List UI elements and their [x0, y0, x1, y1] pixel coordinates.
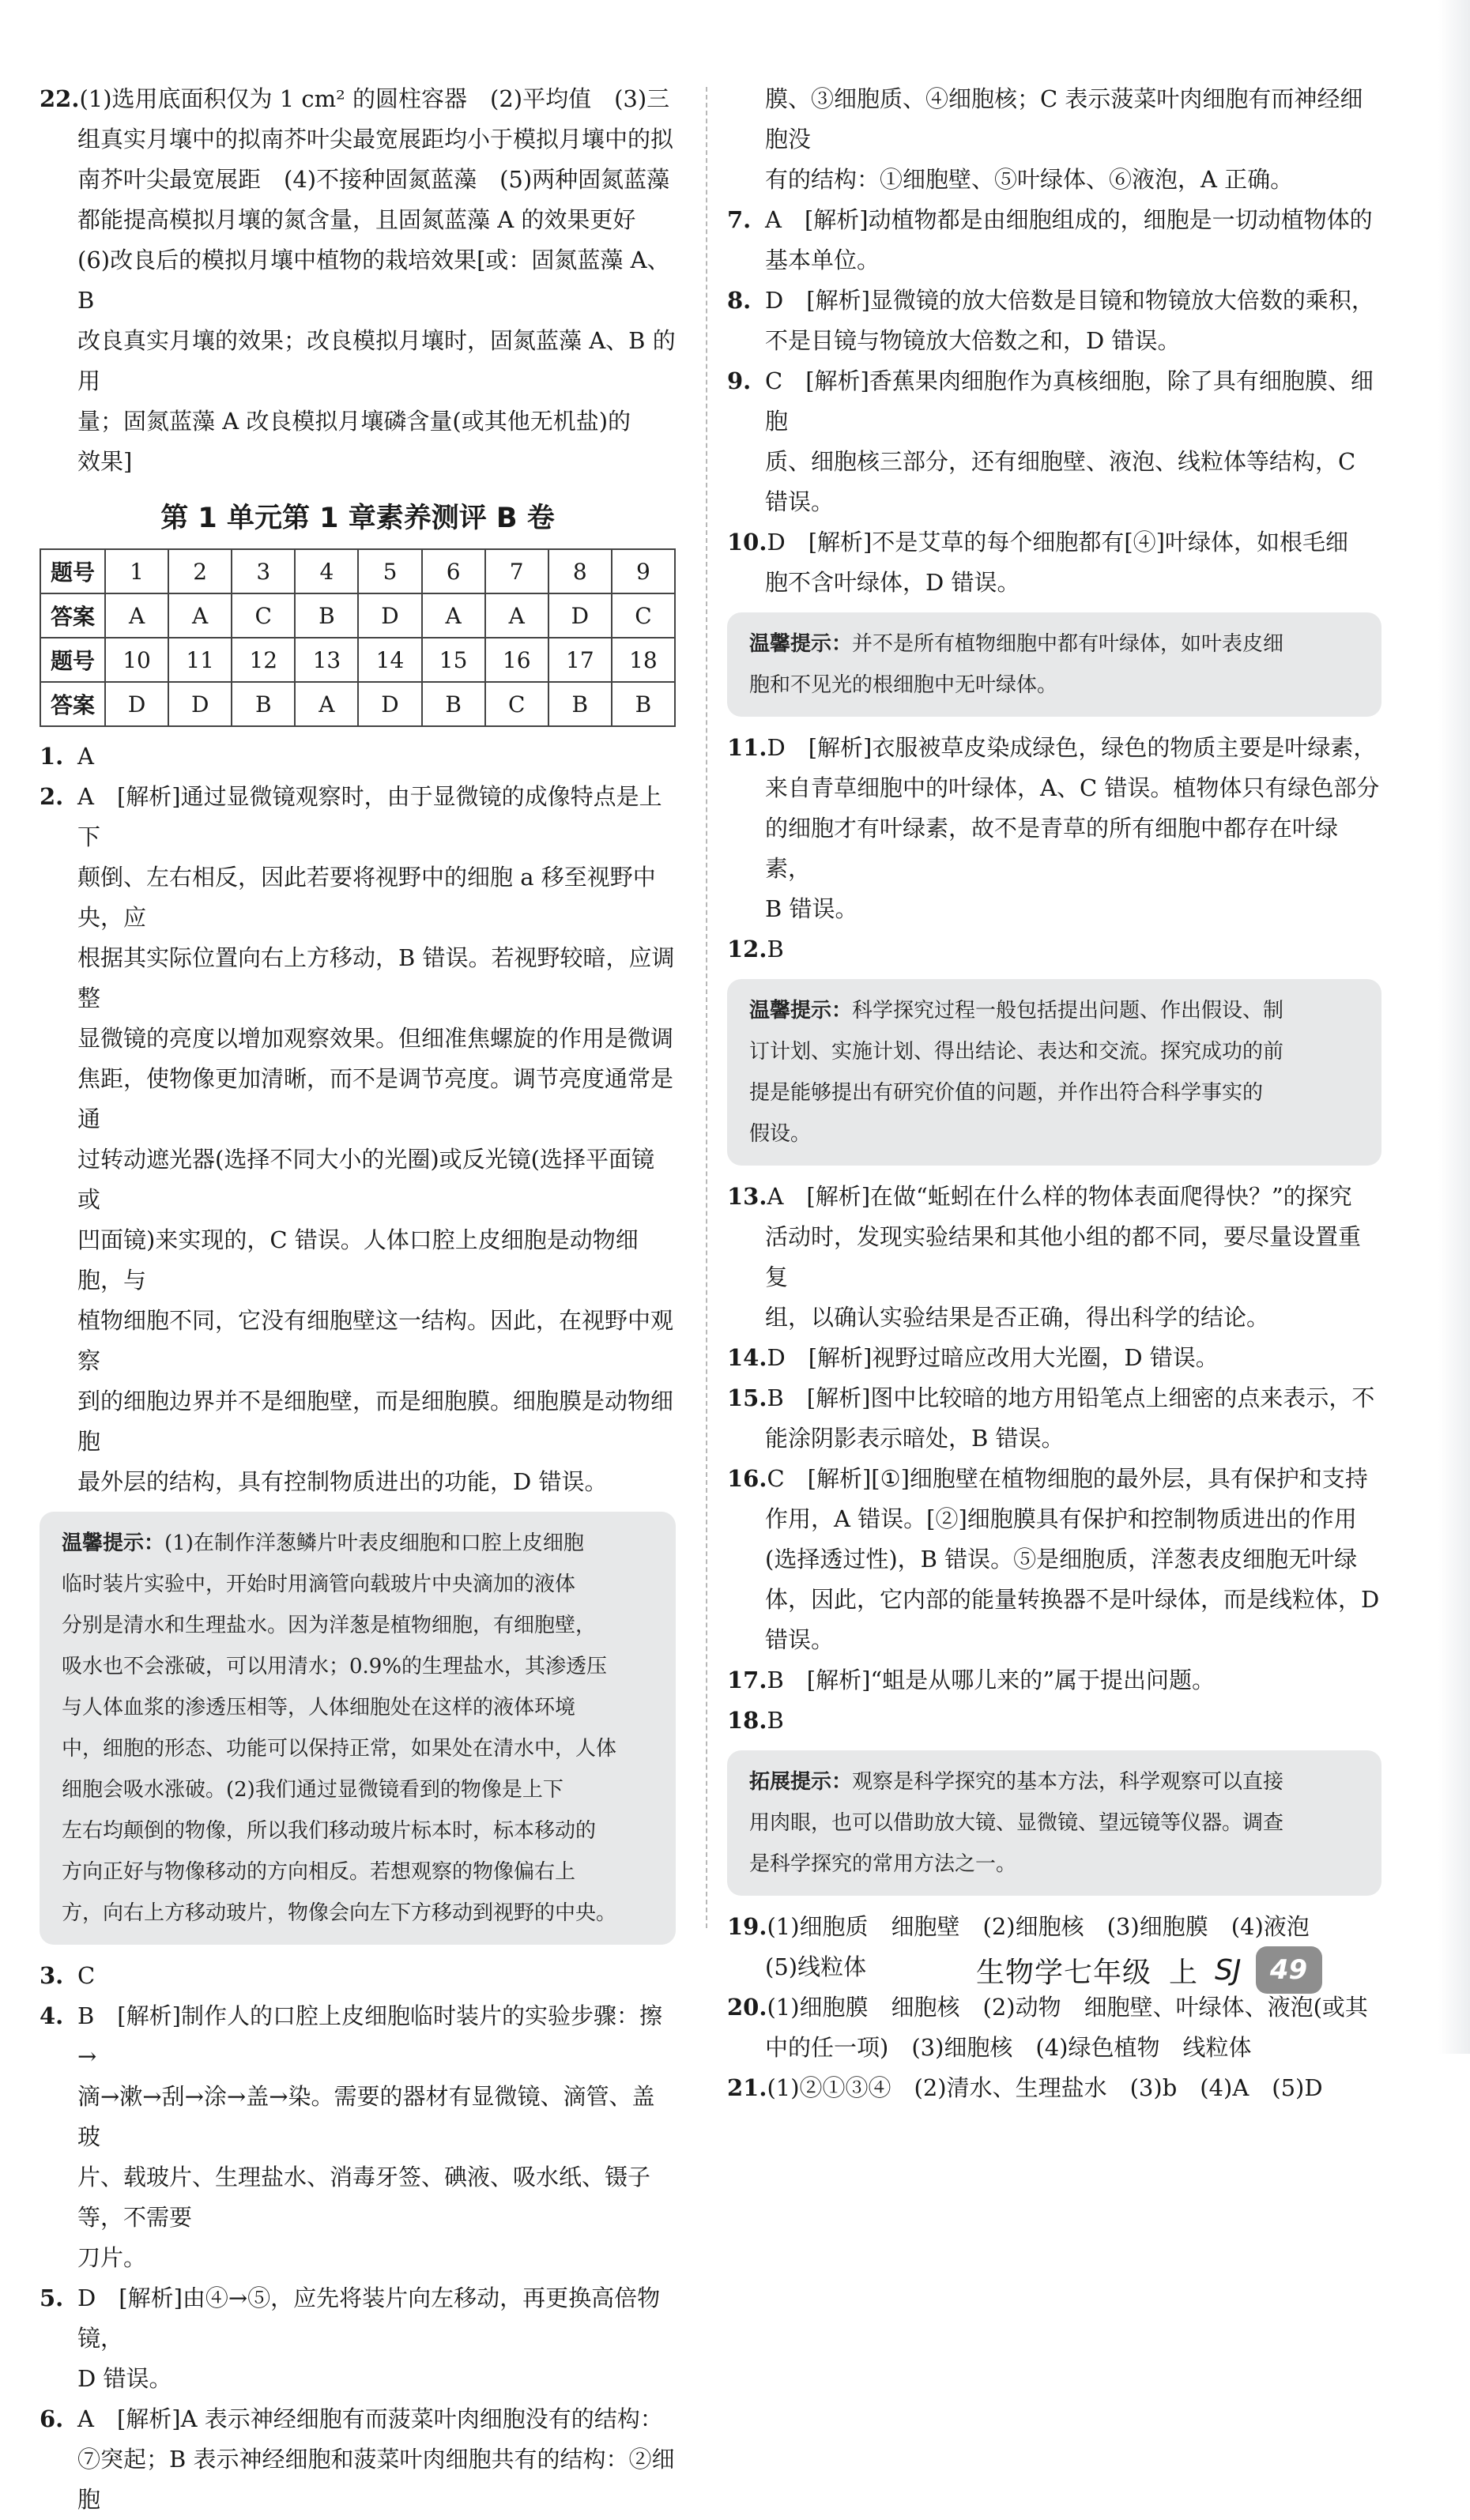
table-cell: 3 — [232, 549, 295, 593]
answer-line: (6)改良后的模拟月壤中植物的栽培效果[或：固氮蓝藻 A、B — [77, 247, 670, 314]
answer-number: 3. — [40, 1962, 64, 1989]
answer-number: 1. — [40, 743, 64, 770]
answer-1 — [40, 736, 676, 777]
answer-line: 组真实月壤中的拟南芥叶尖最宽展距均小于模拟月壤中的拟 — [77, 126, 674, 153]
answer-line: 根据其实际位置向右上方移动，B 错误。若视野较暗，应调整 — [77, 944, 675, 1011]
answer-line: 片、载玻片、生理盐水、消毒牙签、碘液、吸水纸、镊子等，不需要 — [77, 2164, 651, 2231]
answer-number: 12. — [727, 936, 767, 962]
left-column — [40, 79, 676, 2520]
tip-line: 方向正好与物像移动的方向相反。若想观察的物像偏右上 — [62, 1860, 576, 1884]
table-cell: 8 — [548, 549, 612, 593]
answer-line: (选择透过性)，B 错误。⑤是细胞质，洋葱表皮细胞无叶绿 — [765, 1546, 1358, 1573]
answer-number: 22. — [40, 85, 80, 112]
answer-line: 效果] — [77, 448, 133, 475]
table-header-cell: 答案 — [40, 682, 105, 726]
section-title: 第 1 单元第 1 章素养测评 B 卷 — [160, 503, 555, 534]
table-header-cell: 题号 — [40, 638, 105, 682]
table-row — [40, 638, 675, 682]
answer-line: (5)线粒体 — [765, 1953, 867, 1980]
answer-line: 焦距，使物像更加清晰，而不是调节亮度。调节亮度通常是通 — [77, 1065, 674, 1132]
table-cell: C — [232, 593, 295, 638]
answer-text: B — [767, 1707, 784, 1734]
table-cell: A — [422, 593, 485, 638]
answer-text: A [解析]A 表示神经细胞有而菠菜叶肉细胞没有的结构： — [77, 2405, 663, 2432]
answer-20 — [727, 1987, 1381, 2068]
answer-text: C — [77, 1962, 96, 1989]
table-cell: B — [232, 682, 295, 726]
tip-line: 提是能够提出有研究价值的问题，并作出符合科学事实的 — [749, 1081, 1264, 1105]
answer-text: A [解析]通过显微镜观察时，由于显微镜的成像特点是上下 — [77, 783, 662, 850]
answer-line: 刀片。 — [77, 2244, 147, 2271]
answer-number: 11. — [727, 734, 767, 761]
table-cell: C — [612, 593, 675, 638]
answer-line: 量；固氮蓝藻 A 改良模拟月壤磷含量(或其他无机盐)的 — [77, 408, 631, 435]
answer-8 — [727, 281, 1381, 361]
tip-box — [727, 979, 1381, 1166]
table-row — [40, 593, 675, 638]
answer-number: 6. — [40, 2405, 64, 2432]
answer-14 — [727, 1338, 1381, 1378]
answer-number: 7. — [727, 206, 752, 233]
answer-number: 15. — [727, 1384, 767, 1411]
table-cell: 16 — [485, 638, 548, 682]
footer-volume: 上 — [1169, 1956, 1198, 1989]
answer-11 — [727, 728, 1381, 929]
table-cell: C — [485, 682, 548, 726]
table-cell: D — [105, 682, 168, 726]
answer-line: 有的结构：①细胞壁、⑤叶绿体、⑥液泡，A 正确。 — [765, 166, 1294, 193]
answer-text: B [解析]图中比较暗的地方用铅笔点上细密的点来表示，不 — [767, 1384, 1375, 1411]
answer-text: (1)选用底面积仅为 1 cm² 的圆柱容器 (2)平均值 (3)三 — [79, 85, 670, 112]
answer-text: (1)细胞膜 细胞核 (2)动物 细胞壁、叶绿体、液泡(或其 — [767, 1994, 1368, 2021]
answer-line: 改良真实月壤的效果；改良模拟月壤时，固氮蓝藻 A、B 的用 — [77, 327, 676, 394]
table-cell: D — [548, 593, 612, 638]
answer-text: B [解析]制作人的口腔上皮细胞临时装片的实验步骤：擦→ — [77, 2002, 662, 2070]
table-cell: 5 — [358, 549, 421, 593]
answer-text: D [解析]衣服被草皮染成绿色，绿色的物质主要是叶绿素， — [767, 734, 1377, 761]
answer-number: 8. — [727, 287, 752, 314]
page-number-badge: 49 — [1256, 1946, 1322, 1994]
answer-text: D [解析]不是艾草的每个细胞都有[④]叶绿体，如根毛细 — [767, 529, 1348, 556]
table-cell: 12 — [232, 638, 295, 682]
answer-text: D [解析]视野过暗应改用大光圈，D 错误。 — [767, 1344, 1219, 1371]
answer-line: 来自青草细胞中的叶绿体，A、C 错误。植物体只有绿色部分 — [765, 774, 1380, 801]
answer-line: 不是目镜与物镜放大倍数之和，D 错误。 — [765, 327, 1181, 354]
column-divider — [706, 87, 707, 1928]
table-cell: 17 — [548, 638, 612, 682]
tip-box — [40, 1512, 676, 1945]
right-column — [727, 79, 1381, 2108]
answer-text: A [解析]动植物都是由细胞组成的，细胞是一切动植物体的 — [765, 206, 1373, 233]
answer-7 — [727, 200, 1381, 281]
answer-line: 作用，A 错误。[②]细胞膜具有保护和控制物质进出的作用 — [765, 1505, 1357, 1532]
answer-line: 活动时，发现实验结果和其他小组的都不同，要尽量设置重复 — [765, 1223, 1362, 1290]
table-cell: B — [295, 593, 358, 638]
table-cell: D — [358, 593, 421, 638]
footer-edition: SJ — [1215, 1953, 1242, 1987]
answer-number: 14. — [727, 1344, 767, 1371]
answer-number: 4. — [40, 2002, 64, 2029]
table-cell: 4 — [295, 549, 358, 593]
tip-line: 胞和不见光的根细胞中无叶绿体。 — [749, 673, 1058, 697]
page-edge-shadow — [1438, 0, 1470, 2054]
answer-number: 21. — [727, 2074, 767, 2101]
answer-17 — [727, 1660, 1381, 1701]
answer-line: 显微镜的亮度以增加观察效果。但细准焦螺旋的作用是微调 — [77, 1025, 674, 1052]
answer-12 — [727, 929, 1381, 970]
table-cell: 14 — [358, 638, 421, 682]
answer-2 — [40, 777, 676, 1502]
answer-text: D [解析]由④→⑤，应先将装片向左移动，再更换高倍物镜， — [77, 2285, 661, 2352]
answer-text: (1)细胞质 细胞壁 (2)细胞核 (3)细胞膜 (4)液泡 — [767, 1913, 1310, 1940]
answer-line: 凹面镜)来实现的，C 错误。人体口腔上皮细胞是动物细胞，与 — [77, 1226, 639, 1294]
answer-line: ⑦突起；B 表示神经细胞和菠菜叶肉细胞共有的结构：②细胞 — [77, 2446, 675, 2513]
answer-6-continued — [727, 79, 1381, 200]
footer-subject: 生物学七年级 — [976, 1956, 1152, 1989]
tip-text: 并不是所有植物细胞中都有叶绿体，如叶表皮细 — [852, 632, 1284, 656]
answer-text: A [解析]在做“蚯蚓在什么样的物体表面爬得快？”的探究 — [767, 1183, 1352, 1210]
answer-text: C [解析]香蕉果肉细胞作为真核细胞，除了具有细胞膜、细胞 — [765, 367, 1374, 435]
answer-number: 17. — [727, 1667, 767, 1693]
answer-number: 16. — [727, 1465, 767, 1492]
tip-text: (1)在制作洋葱鳞片叶表皮细胞和口腔上皮细胞 — [164, 1531, 584, 1555]
answer-line: 都能提高模拟月壤的氮含量，且固氮蓝藻 A 的效果更好 — [77, 206, 636, 233]
tip-text: 观察是科学探究的基本方法，科学观察可以直接 — [852, 1770, 1284, 1794]
tip-line: 临时装片实验中，开始时用滴管向载玻片中央滴加的液体 — [62, 1573, 576, 1596]
answer-line: 体，因此，它内部的能量转换器不是叶绿体，而是线粒体，D — [765, 1586, 1380, 1613]
table-cell: 18 — [612, 638, 675, 682]
tip-line: 方，向右上方移动玻片，物像会向左下方移动到视野的中央。 — [62, 1901, 617, 1925]
tip-box — [727, 1750, 1381, 1896]
answer-line: 颠倒、左右相反，因此若要将视野中的细胞 a 移至视野中央，应 — [77, 864, 656, 931]
table-cell: 2 — [168, 549, 232, 593]
answer-line: 错误。 — [765, 1626, 835, 1653]
tip-line: 左右均颠倒的物像，所以我们移动玻片标本时，标本移动的 — [62, 1819, 597, 1843]
answer-number: 2. — [40, 783, 64, 810]
answer-18 — [727, 1701, 1381, 1741]
answer-13 — [727, 1177, 1381, 1338]
table-cell: A — [168, 593, 232, 638]
answer-line: 过转动遮光器(选择不同大小的光圈)或反光镜(选择平面镜或 — [77, 1146, 654, 1213]
answer-number: 9. — [727, 367, 752, 394]
answer-number: 5. — [40, 2285, 64, 2311]
answer-number: 18. — [727, 1707, 767, 1734]
answer-text: A — [77, 743, 94, 770]
answer-number: 19. — [727, 1913, 767, 1940]
table-cell: 13 — [295, 638, 358, 682]
answer-5 — [40, 2278, 676, 2399]
table-cell: 1 — [105, 549, 168, 593]
answer-line: 中的任一项) (3)细胞核 (4)绿色植物 线粒体 — [765, 2034, 1252, 2061]
table-header-cell: 答案 — [40, 593, 105, 638]
table-cell: D — [358, 682, 421, 726]
tip-line: 吸水也不会涨破，可以用清水；0.9%的生理盐水，其渗透压 — [62, 1655, 608, 1678]
table-cell: 6 — [422, 549, 485, 593]
tip-line: 细胞会吸水涨破。(2)我们通过显微镜看到的物像是上下 — [62, 1778, 564, 1802]
tip-box — [727, 612, 1381, 717]
tip-line: 是科学探究的常用方法之一。 — [749, 1852, 1017, 1876]
tip-line: 用肉眼，也可以借助放大镜、显微镜、望远镜等仪器。调查 — [749, 1811, 1284, 1835]
answer-line: 最外层的结构，具有控制物质进出的功能，D 错误。 — [77, 1468, 608, 1495]
table-header-cell: 题号 — [40, 549, 105, 593]
answer-22 — [40, 79, 676, 482]
table-cell: A — [295, 682, 358, 726]
tip-line: 假设。 — [749, 1122, 812, 1146]
tip-line: 分别是清水和生理盐水。因为洋葱是植物细胞，有细胞壁， — [62, 1614, 597, 1637]
answer-line: 的细胞才有叶绿素，故不是青草的所有细胞中都存在叶绿素， — [765, 815, 1339, 882]
answer-9 — [727, 361, 1381, 522]
table-cell: A — [105, 593, 168, 638]
tip-line: 与人体血浆的渗透压相等，人体细胞处在这样的液体环境 — [62, 1696, 576, 1720]
table-cell: 15 — [422, 638, 485, 682]
table-cell: B — [612, 682, 675, 726]
answer-line: 质、细胞核三部分，还有细胞壁、液泡、线粒体等结构，C 错误。 — [765, 448, 1356, 515]
tip-label: 拓展提示： — [749, 1770, 853, 1794]
table-cell: D — [168, 682, 232, 726]
answer-4 — [40, 1996, 676, 2278]
answer-line: 滴→漱→刮→涂→盖→染。需要的器材有显微镜、滴管、盖玻 — [77, 2083, 655, 2150]
answer-line: 南芥叶尖最宽展距 (4)不接种固氮蓝藻 (5)两种固氮蓝藻 — [77, 166, 670, 193]
tip-line: 中，细胞的形态、功能可以保持正常，如果处在清水中，人体 — [62, 1737, 617, 1761]
answer-3 — [40, 1956, 676, 1996]
answer-line: 组，以确认实验结果是否正确，得出科学的结论。 — [765, 1304, 1270, 1331]
table-cell: 7 — [485, 549, 548, 593]
answer-line: 植物细胞不同，它没有细胞壁这一结构。因此，在视野中观察 — [77, 1307, 674, 1374]
tip-label: 温馨提示： — [749, 999, 853, 1023]
table-cell: B — [422, 682, 485, 726]
table-cell: 10 — [105, 638, 168, 682]
answer-21 — [727, 2068, 1381, 2108]
tip-label: 温馨提示： — [749, 632, 853, 656]
answer-15 — [727, 1378, 1381, 1459]
answer-line: 胞不含叶绿体，D 错误。 — [765, 569, 1020, 596]
answer-16 — [727, 1459, 1381, 1660]
table-row — [40, 549, 675, 593]
answer-line: B 错误。 — [765, 895, 858, 922]
answer-line: 基本单位。 — [765, 247, 880, 273]
table-cell: A — [485, 593, 548, 638]
answer-table — [40, 548, 676, 727]
answer-number: 13. — [727, 1183, 767, 1210]
table-cell: B — [548, 682, 612, 726]
answer-line: D 错误。 — [77, 2365, 172, 2392]
answer-text: B — [767, 936, 784, 962]
answer-text: B [解析]“蛆是从哪儿来的”属于提出问题。 — [767, 1667, 1216, 1693]
tip-line: 订计划、实施计划、得出结论、表达和交流。探究成功的前 — [749, 1040, 1284, 1064]
table-row — [40, 682, 675, 726]
answer-line: 膜、③细胞质、④细胞核；C 表示菠菜叶肉细胞有而神经细胞没 — [765, 85, 1363, 153]
answer-line: 到的细胞边界并不是细胞壁，而是细胞膜。细胞膜是动物细胞 — [77, 1388, 674, 1455]
answer-text: C [解析][①]细胞壁在植物细胞的最外层，具有保护和支持 — [767, 1465, 1368, 1492]
answer-number: 20. — [727, 1994, 767, 2021]
answer-number: 10. — [727, 529, 767, 556]
answer-10 — [727, 522, 1381, 603]
answer-text: D [解析]显微镜的放大倍数是目镜和物镜放大倍数的乘积， — [765, 287, 1374, 314]
answer-line: 能涂阴影表示暗处，B 错误。 — [765, 1425, 1065, 1452]
answer-text: (1)②①③④ (2)清水、生理盐水 (3)b (4)A (5)D — [767, 2074, 1323, 2101]
page-footer — [976, 1942, 1322, 1998]
tip-label: 温馨提示： — [62, 1531, 165, 1555]
table-cell: 9 — [612, 549, 675, 593]
answer-6 — [40, 2399, 676, 2520]
table-cell: 11 — [168, 638, 232, 682]
tip-text: 科学探究过程一般包括提出问题、作出假设、制 — [852, 999, 1284, 1023]
